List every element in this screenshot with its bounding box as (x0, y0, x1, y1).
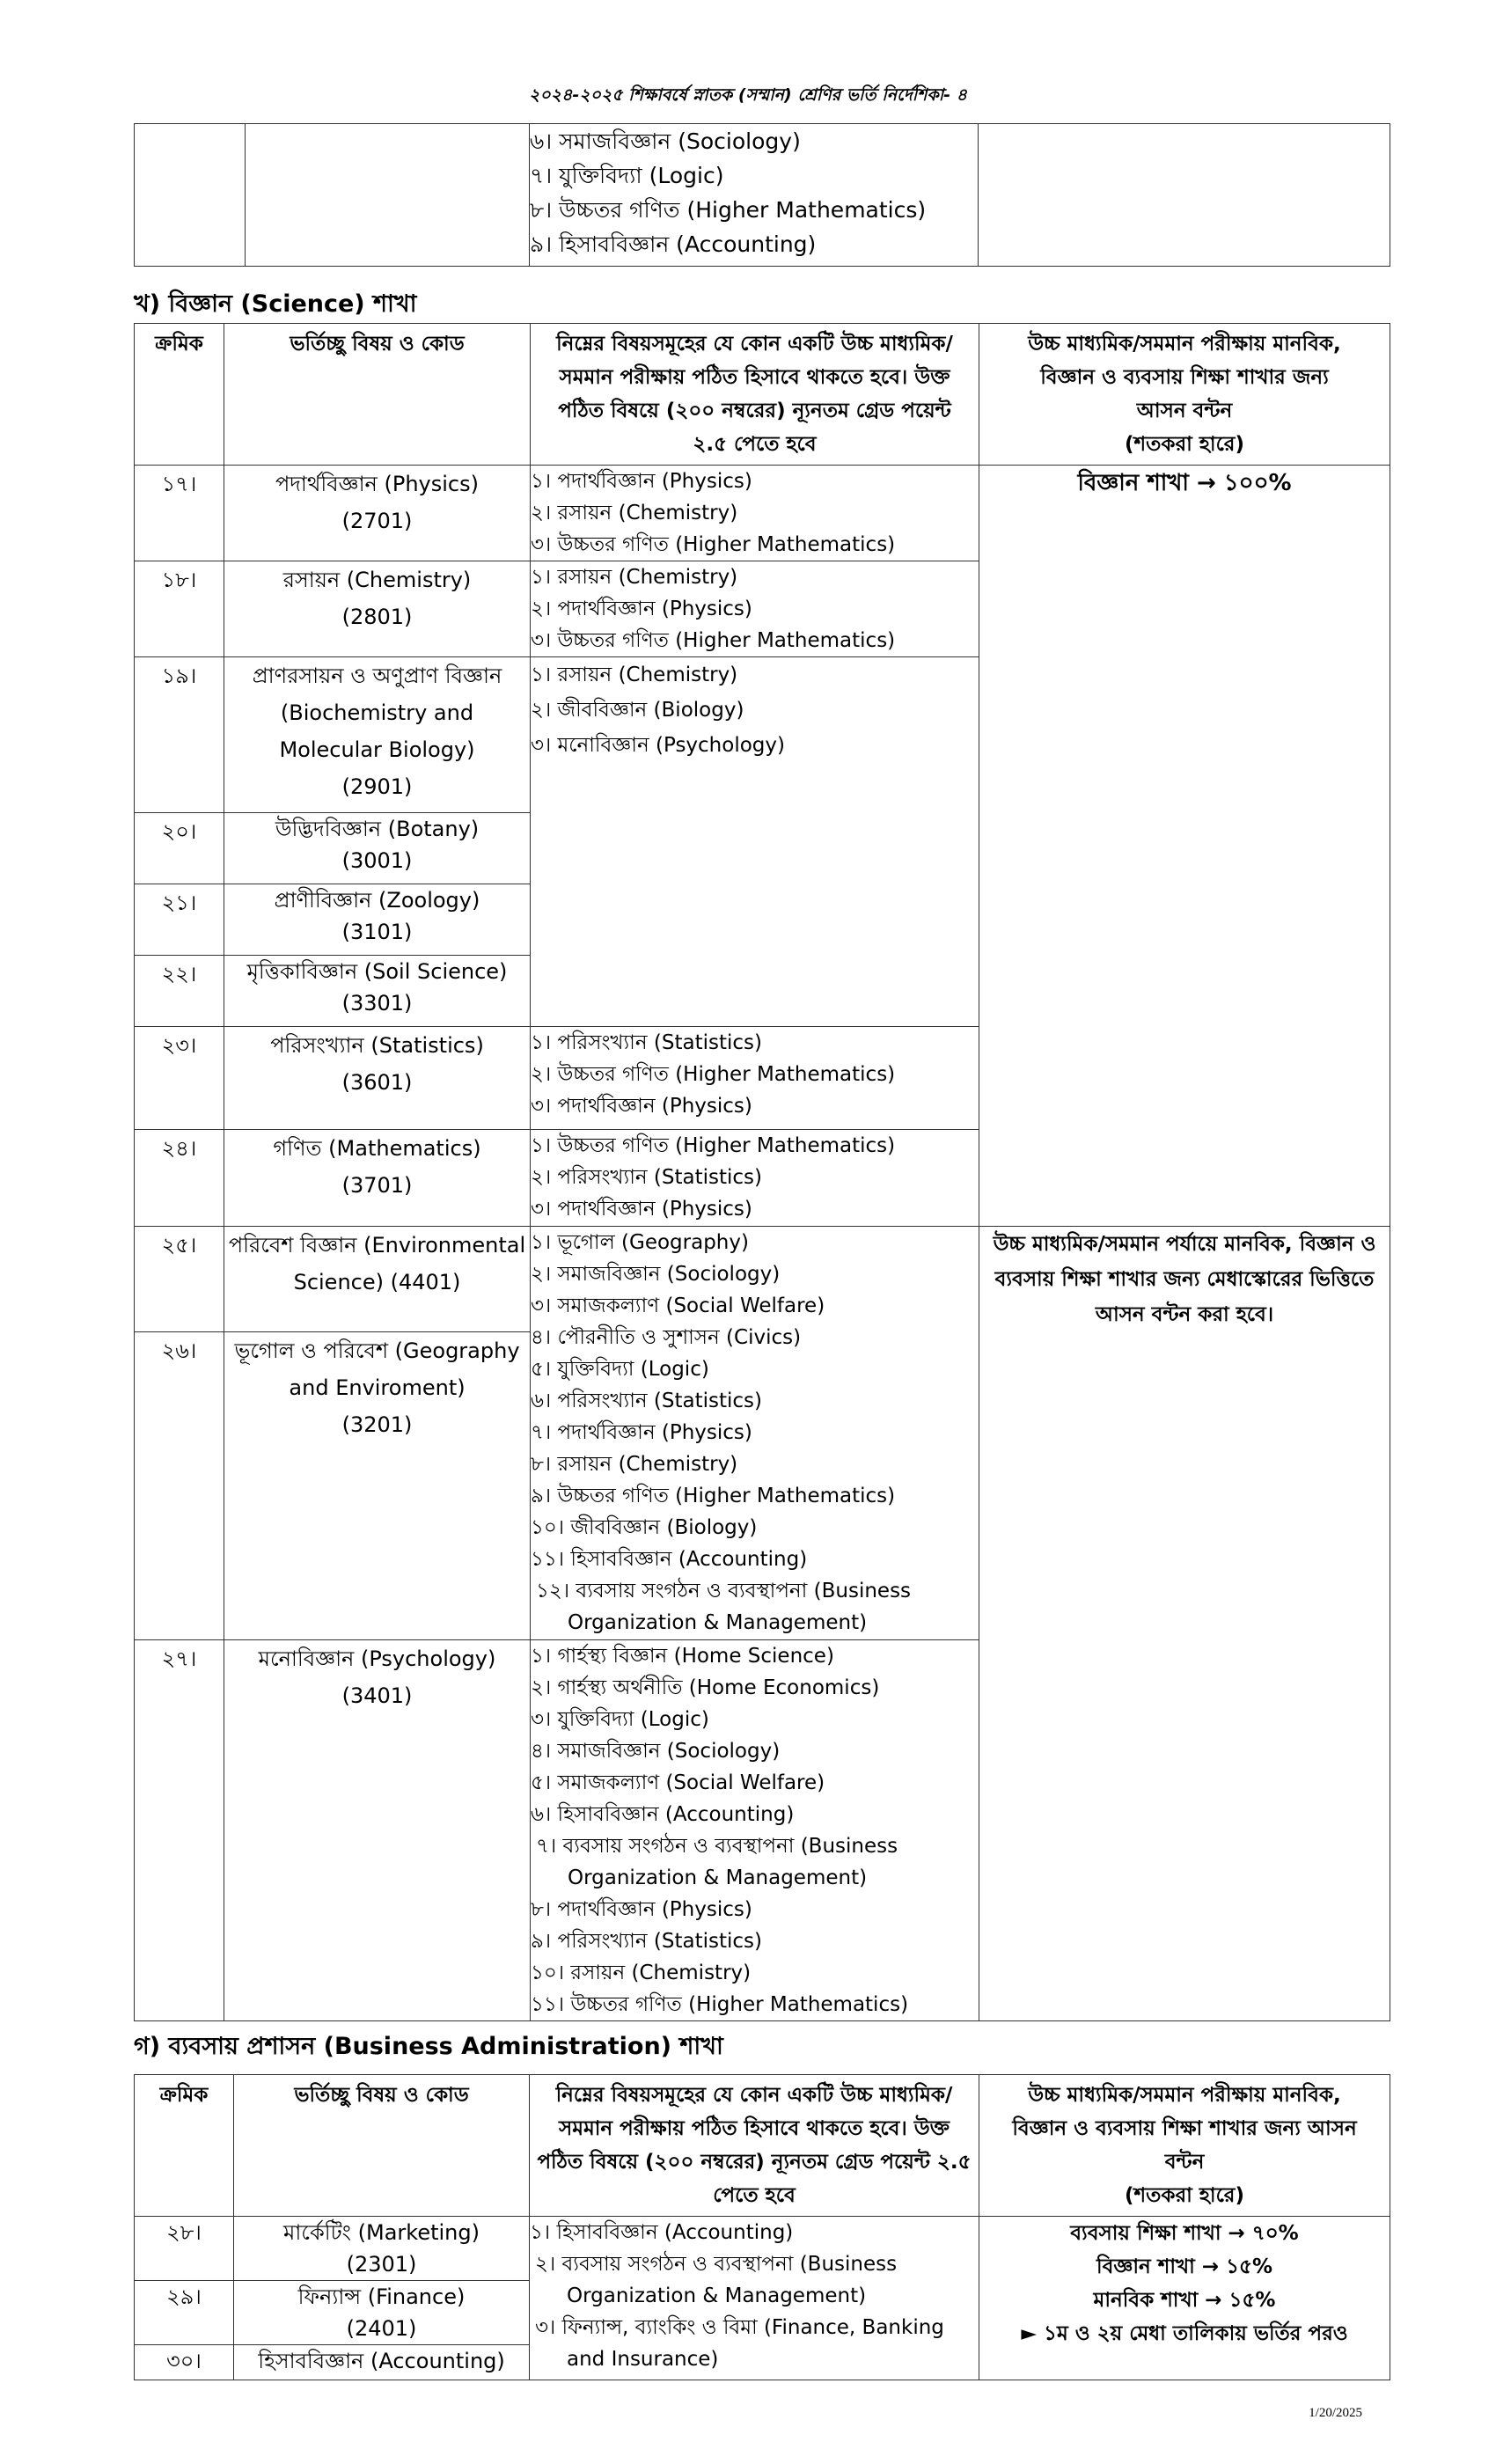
subject-cell (224, 1130, 531, 1227)
subject-cell (224, 657, 531, 813)
serial-cell: ৩০। (135, 2345, 234, 2380)
allocation-text: বিজ্ঞান শাখা → ১০০% (1077, 470, 1292, 496)
req-item: ১। হিসাববিজ্ঞান (Accounting) (530, 2221, 794, 2244)
req-item: ৮। পদার্থবিজ্ঞান (Physics) (531, 1898, 752, 1921)
req-item: ১। ভূগোল (Geography) (531, 1231, 749, 1254)
req-item: ৮। রসায়ন (Chemistry) (531, 1453, 738, 1476)
req-item: ৯। হিসাববিজ্ঞান (Accounting) (530, 231, 817, 257)
req-item: ১। গার্হস্থ্য বিজ্ঞান (Home Science) (531, 1645, 834, 1668)
req-item: ৫। যুক্তিবিদ্যা (Logic) (531, 1358, 709, 1381)
subject-name: হিসাববিজ্ঞান (Accounting) (258, 2349, 505, 2373)
subject-name: ফিন্যান্স (Finance) (297, 2284, 466, 2309)
serial-cell: ২৮। (135, 2217, 234, 2281)
subject-code: (2901) (341, 774, 413, 799)
req-item: ৭। যুক্তিবিদ্যা (Logic) (530, 163, 724, 188)
serial-cell: ২৫। (135, 1227, 224, 1332)
serial-cell: ২৭। (135, 1640, 224, 2021)
science-section-title: খ) বিজ্ঞান (Science) শাখা (134, 290, 417, 318)
subject-code: (2801) (341, 605, 413, 629)
subject-name: ভূগোল ও পরিবেশ (Geography (234, 1338, 520, 1363)
serial-cell: ২৯। (135, 2281, 234, 2345)
allocation-text: বিজ্ঞান শাখা → ১৫% (1096, 2255, 1273, 2278)
subject-cell (234, 2281, 530, 2345)
subject-name: মৃত্তিকাবিজ্ঞান (Soil Science) (246, 959, 508, 984)
allocation-cell (979, 466, 1390, 1227)
req-item: ২। রসায়ন (Chemistry) (531, 502, 738, 524)
req-cell (531, 466, 979, 561)
req-cell (531, 657, 979, 1027)
alloc-header-line: উচ্চ মাধ্যমিক/সমমান পরীক্ষায় মানবিক, (1028, 333, 1341, 356)
subject-cell (234, 2217, 530, 2281)
req-item: ১১। উচ্চতর গণিত (Higher Mathematics) (531, 1993, 909, 2016)
req-item: ১০। জীববিজ্ঞান (Biology) (531, 1516, 758, 1539)
col-serial-header: ক্রমিক (135, 324, 224, 466)
req-item: ২। উচ্চতর গণিত (Higher Mathematics) (531, 1063, 896, 1086)
req-item: ১২। ব্যবসায় সংগঠন ও ব্যবস্থাপনা (Business Organization & Management) (536, 1580, 912, 1634)
req-item: ১১। হিসাববিজ্ঞান (Accounting) (531, 1548, 808, 1571)
business-section-title: গ) ব্যবসায় প্রশাসন (Business Administration) শাখা (134, 2033, 723, 2060)
req-item: ৮। উচ্চতর গণিত (Higher Mathematics) (530, 197, 927, 223)
subject-code: (3401) (341, 1683, 413, 1708)
req-cell (531, 1640, 979, 2021)
col-subject-header: ভর্তিচ্ছু বিষয় ও কোড (224, 324, 531, 466)
req-item: ৯। উচ্চতর গণিত (Higher Mathematics) (531, 1485, 896, 1507)
req-item: ৬। হিসাববিজ্ঞান (Accounting) (531, 1803, 795, 1826)
alloc-header-line: (শতকরা হারে) (1125, 2184, 1244, 2207)
serial-cell: ২২। (135, 956, 224, 1027)
allocation-text: ► ১ম ও ২য় মেধা তালিকায় ভর্তির পরও (1021, 2322, 1348, 2345)
subject-cell (224, 956, 531, 1027)
subject-code: (3301) (341, 991, 413, 1016)
subject-code: (3201) (341, 1412, 413, 1437)
col-subject-header: ভর্তিচ্ছু বিষয় ও কোড (234, 2075, 530, 2217)
alloc-header-line: আসন বন্টন (1136, 400, 1233, 422)
subject-code: (2401) (346, 2316, 417, 2341)
alloc-header-line: বন্টন (1164, 2151, 1205, 2174)
subject-code: (2701) (341, 509, 413, 533)
req-item: ৭। পদার্থবিজ্ঞান (Physics) (531, 1421, 752, 1444)
subject-name: মনোবিজ্ঞান (Psychology) (258, 1646, 496, 1671)
col-allocation-header (979, 324, 1390, 466)
subject-cell (224, 1227, 531, 1332)
serial-cell: ২০। (135, 813, 224, 884)
req-item: ৩। উচ্চতর গণিত (Higher Mathematics) (531, 533, 896, 556)
subject-cell (224, 561, 531, 657)
subject-cell (224, 1027, 531, 1130)
serial-cell: ১৮। (135, 561, 224, 657)
subject-name: Molecular Biology) (279, 737, 475, 762)
subject-name: and Enviroment) (289, 1375, 466, 1400)
subject-cell (224, 1640, 531, 2021)
subject-name: পরিবেশ বিজ্ঞান (Environmental (228, 1233, 526, 1258)
req-item: ৯। পরিসংখ্যান (Statistics) (531, 1930, 762, 1953)
subject-cell (234, 2345, 530, 2380)
subject-code: (2301) (346, 2252, 417, 2277)
col-requirement-header: নিম্নের বিষয়সমূহের যে কোন একটি উচ্চ মাধ্যমিক/ সমমান পরীক্ষায় পঠিত হিসাবে থাকতে হবে। উক্ত পঠিত বিষয়ে (২০০ নম্বরের) ন্যূনতম গ্রেড পয়েন্ট ২.৫ পেতে হবে (531, 324, 979, 466)
req-item: ৪। সমাজবিজ্ঞান (Sociology) (531, 1740, 781, 1763)
req-item: ৩। ফিন্যান্স, ব্যাংকিং ও বিমা (Finance, Banking and Insurance) (535, 2316, 944, 2371)
req-item: ৩। উচ্চতর গণিত (Higher Mathematics) (531, 629, 896, 652)
req-item: ১। রসায়ন (Chemistry) (531, 566, 738, 589)
subject-name: (Biochemistry and (280, 700, 474, 725)
alloc-header-line: বিজ্ঞান ও ব্যবসায় শিক্ষা শাখার জন্য (1040, 366, 1329, 389)
allocation-text: ব্যবসায় শিক্ষা শাখা → ৭০% (1070, 2222, 1299, 2245)
subject-code: (3601) (341, 1070, 413, 1095)
subject-cell (224, 466, 531, 561)
alloc-header-line: উচ্চ মাধ্যমিক/সমমান পরীক্ষায় মানবিক, (1028, 2084, 1341, 2107)
subject-name: Science) (4401) (293, 1270, 461, 1294)
allocation-cell (979, 2217, 1390, 2380)
req-item: ১। উচ্চতর গণিত (Higher Mathematics) (531, 1134, 896, 1157)
top-serial-cell (135, 124, 246, 267)
alloc-header-line: বিজ্ঞান ও ব্যবসায় শিক্ষা শাখার জন্য আসন (1012, 2117, 1357, 2140)
req-item: ৩। পদার্থবিজ্ঞান (Physics) (531, 1095, 752, 1118)
allocation-text: উচ্চ মাধ্যমিক/সমমান পর্যায়ে মানবিক, বিজ্ঞান ও ব্যবসায় শিক্ষা শাখার জন্য মেধাস্কোরের ভিত্তিতে আসন বন্টন করা হবে। (993, 1233, 1376, 1326)
science-table (134, 323, 1390, 2021)
serial-cell: ২৪। (135, 1130, 224, 1227)
req-item: ১। রসায়ন (Chemistry) (531, 664, 738, 686)
subject-cell (224, 1332, 531, 1640)
req-cell (531, 1130, 979, 1227)
subject-name: উদ্ভিদবিজ্ঞান (Botany) (275, 817, 480, 841)
req-cell (530, 2217, 979, 2380)
serial-cell: ২১। (135, 884, 224, 956)
req-item: ৩। মনোবিজ্ঞান (Psychology) (531, 734, 785, 757)
allocation-cell (979, 1227, 1390, 2021)
req-item: ৬। সমাজবিজ্ঞান (Sociology) (530, 128, 801, 154)
req-cell (531, 1027, 979, 1130)
subject-name: মার্কেটিং (Marketing) (283, 2220, 480, 2245)
subject-code: (3701) (341, 1173, 413, 1198)
footer-date: 1/20/2025 (1309, 2406, 1362, 2420)
top-alloc-cell (979, 124, 1390, 267)
req-item: ১। পরিসংখ্যান (Statistics) (531, 1031, 762, 1054)
req-item: ২। জীববিজ্ঞান (Biology) (531, 699, 744, 722)
req-item: ২। পরিসংখ্যান (Statistics) (531, 1166, 762, 1189)
req-item: ৩। সমাজকল্যাণ (Social Welfare) (531, 1294, 825, 1317)
allocation-text: মানবিক শাখা → ১৫% (1093, 2289, 1276, 2312)
serial-cell: ১৭। (135, 466, 224, 561)
subject-cell (224, 884, 531, 956)
req-item: ৩। পদার্থবিজ্ঞান (Physics) (531, 1198, 752, 1221)
top-table (134, 123, 1390, 267)
serial-cell: ১৯। (135, 657, 224, 813)
top-subject-cell (246, 124, 530, 267)
serial-cell: ২৬। (135, 1332, 224, 1640)
req-item: ৩। যুক্তিবিদ্যা (Logic) (531, 1708, 709, 1731)
table-row (135, 2217, 1390, 2281)
req-item: ১০। রসায়ন (Chemistry) (531, 1962, 752, 1984)
col-serial-header: ক্রমিক (135, 2075, 234, 2217)
req-cell (531, 1227, 979, 1640)
top-req-cell (530, 124, 979, 267)
req-cell (531, 561, 979, 657)
subject-code: (3001) (341, 848, 413, 873)
subject-name: গণিত (Mathematics) (273, 1136, 481, 1161)
subject-name: প্রাণরসায়ন ও অণুপ্রাণ বিজ্ঞান (252, 664, 502, 688)
table-row (135, 466, 1390, 561)
col-allocation-header (979, 2075, 1390, 2217)
req-item: ২। সমাজবিজ্ঞান (Sociology) (531, 1263, 781, 1286)
business-table (134, 2074, 1390, 2380)
subject-name: প্রাণীবিজ্ঞান (Zoology) (274, 888, 480, 913)
subject-cell (224, 813, 531, 884)
req-item: ২। ব্যবসায় সংগঠন ও ব্যবস্থাপনা (Business Organization & Management) (535, 2253, 898, 2307)
subject-name: পরিসংখ্যান (Statistics) (270, 1033, 484, 1058)
table-row (135, 1227, 1390, 1332)
req-item: ৪। পৌরনীতি ও সুশাসন (Civics) (531, 1326, 802, 1349)
req-item: ২। গার্হস্থ্য অর্থনীতি (Home Economics) (531, 1676, 880, 1699)
req-item: ১। পদার্থবিজ্ঞান (Physics) (531, 470, 752, 493)
subject-name: পদার্থবিজ্ঞান (Physics) (275, 472, 479, 496)
serial-cell: ২৩। (135, 1027, 224, 1130)
col-requirement-header: নিম্নের বিষয়সমূহের যে কোন একটি উচ্চ মাধ্যমিক/ সমমান পরীক্ষায় পঠিত হিসাবে থাকতে হবে। উক্ত পঠিত বিষয়ে (২০০ নম্বরের) ন্যূনতম গ্রেড পয়েন্ট ২.৫ পেতে হবে (530, 2075, 979, 2217)
req-item: ৫। সমাজকল্যাণ (Social Welfare) (531, 1771, 825, 1794)
alloc-header-line: (শতকরা হারে) (1125, 433, 1244, 456)
subject-name: রসায়ন (Chemistry) (282, 568, 472, 592)
subject-code: (3101) (341, 920, 413, 944)
page-header: ২০২৪-২০২৫ শিক্ষাবর্ষে স্নাতক (সম্মান) শ্রেণির ভর্তি নির্দেশিকা- ৪ (528, 85, 968, 105)
req-item: ৬। পরিসংখ্যান (Statistics) (531, 1390, 762, 1412)
req-item: ৭। ব্যবসায় সংগঠন ও ব্যবস্থাপনা (Business Organization & Management) (536, 1835, 898, 1889)
req-item: ২। পদার্থবিজ্ঞান (Physics) (531, 598, 752, 620)
